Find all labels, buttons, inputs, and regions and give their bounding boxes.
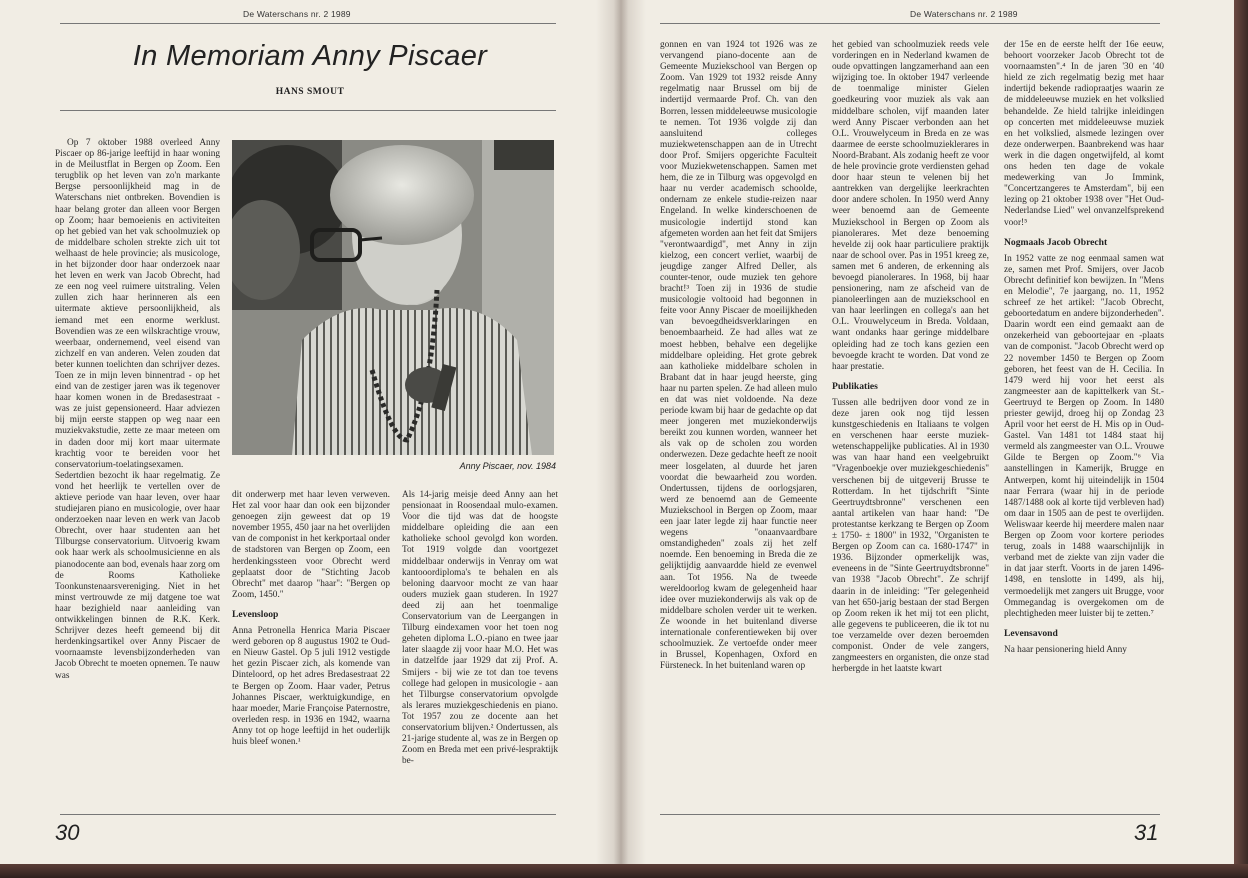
article-author: HANS SMOUT [275,87,345,97]
text-column-2 [232,490,390,810]
paragraph: der 15e en de eerste helft der 16e eeuw, behoort voorzeker Jacob Obrecht tot de voornaamsten".⁴ In de jaren '30 en '40 hield ze zich regelmatig bezig met haar indertijd bekende radiopraatjes waarin ze de middeleeuwse muziek en het volkslied behandelde. Ze hield talrijke inleidingen op concerten met middeleeuwse muziek en het volkslied, alsmede lezingen over deze onderwerpen. Baanbrekend was haar werk in die dagen ongetwijfeld, al komt ons heden ten dage de vokale medewerking van Jo Immink, "Concertzangeres te Amsterdam", bij een lezing op 21 oktober 1938 over "Het Oud-Nederlandse Lied" wel onvanzelfsprekend voor!⁵ [1004,40,1164,228]
paragraph: dit onderwerp met haar leven verweven. Het zal voor haar dan ook een bijzonder genoegen zijn geweest dat op 19 november 1955, 450 jaar na het overlijden van de componist in het kerkportaal onder de stadstoren van Bergen op Zoom, een herdenkingssteen voor Obrecht werd geplaatst door de "Stichting Jacob Obrecht" met daarop "haar": "Bergen op Zoom, 1450." [232,490,390,600]
section-heading: Levensloop [232,608,279,620]
section-heading: Publikaties [832,380,878,392]
text-column-6 [1004,40,1164,810]
section-heading: Levensavond [1004,627,1058,639]
paragraph: Na haar pensionering hield Anny [1004,644,1127,655]
footer-rule [60,814,556,815]
paragraph: Op 7 oktober 1988 overleed Anny Piscaer op 86-jarige leeftijd in haar woning in de Meilustflat in Bergen op Zoom. Een terugblik op het leven van zo'n markante Bergse persoonlijkheid mag in de Waterschans niet ontbreken. Bovendien is haar belang groter dan alleen voor Bergen op Zoom; haar bemoeienis en activiteiten op het gebied van het vak schoolmuziek op de middelbare scholen strekte zich uit tot welhaast de hele provincie; als musicologe, in het bijzonder door haar onderzoek naar het leven en werk van Jacob Obrecht, had ze een nog veel ruimere uitstraling. Velen zullen zich haar herinneren als een uitermate aktieve persoonlijkheid, als iemand met een enorme werklust. Bovendien was ze een wilskrachtige vrouw, weerbaar, ondernemend, veel eisend van zichzelf en van anderen. Velen zouden dat beter kunnen toelichten dan schrijver dezes. Toen ze in mijn leven binnentrad - op het eind van de zestiger jaren was ik tegenover haar komen wonen in de Bredasestraat - was ze juist gepensioneerd. Haar adviezen bij mijn eerste stappen op weg naar een muziekvakstudie, zette ze maar meteen om in daden door mij kort maar uitermate krachtig voor te bereiden voor het conservatorium-toelatingsexamen. Sedertdien bezocht ik haar regelmatig. Ze vond het heerlijk te vertellen over de aktieve periode van haar leven, over haar studiejaren piano en musicologie, over haar onderzoeken naar leven en werk van Jacob Obrecht, over haar studenten aan het Tilburgse conservatorium. Uitvoerig kwam ook haar werk als schoolmusicienne en als pianodocente aan bod, evenals haar zorg om de Rooms Katholieke Toonkunstenaarsvereniging. Niet in het minst vertrouwde ze mij datgene toe wat haar bezighield naar aanleiding van ontwikkelingen binnen de R.K. Kerk. Schrijver dezes heeft gemeend bij dit herdenkingsartikel over Anny Piscaer de voornaamste levensbijzonderheden van Jacob Obrecht te moeten opnemen. Te nauw was [55,138,220,681]
paragraph: gonnen en van 1924 tot 1926 was ze vervangend piano-docente aan de Gemeente Muziekschool van Bergen op Zoom. Van 1929 tot 1932 reisde Anny regelmatig naar Brussel om bij de indertijd vermaarde Prof. Ch. van den Borren, lessen middeleeuwse musicologie te nemen. Tot 1936 volgde zij dan aansluitend colleges muziekwetenschappen aan de in Utrecht door Prof. Smijers opgerichte Faculteit voor Muziekwetenschappen. Samen met hem, die ze in Tilburg was opgevolgd en haar nu verder academisch schoolde, ondernam ze enkele studie-reizen naar Engeland. In welke kinderschoenen de musicologie indertijd stond kan afgemeten worden aan het feit dat Smijers "verontwaardigd", met Anny in zijn kielzog, een concert verliet, waarbij de jeugdige zanger Alfred Deller, als counter-tenor, oude muziek ten gehore bracht!³ Toen zij in 1936 de studie musicologie voltooid had begonnen in feite voor Anny Piscaer de moeilijkheden van bevoegdheidsverklaringen en benoembaarheid. Ze had alles wat ze moest hebben, behalve een degelijke middelbare opleiding. Het grote gebrek aan katholieke middelbare scholen in Brabant dat in haar jeugd heerste, ging haar nu parten spelen. Ze had alleen mulo en dat was niet voldoende. Na deze periode kwam bij haar de gedachte op dat meer jongeren met muziekonderwijs bereikt zou kunnen worden, wanneer het als vak op de scholen zou worden onderwezen. Deze gedachte heeft ze nooit meer losgelaten, al duurde het jaren voordat die bewaarheid zou worden. Ondertussen, tijdens de oorlogsjaren, werd ze benoemd aan de Gemeente Muziekschool in Bergen op Zoom, maar een jaar later legde zij haar functie neer wegens "onaanvaardbare omstandigheden" zoals zij het zelf noemde. Een benoeming in Breda die ze gelijktijdig aanvaardde hield ze evenwel aan. Tot 1956. Na de tweede wereldoorlog kwam de gelegenheid haar idee over muziekonderwijs als vak op de middelbare scholen verder uit te werken. Ze woonde in het buitenland diverse internationale conferentieweken bij over schoolmuziek. Ze vertoefde onder meer in Brussel, Kopenhagen, Oxford en Fürsteneck. In het buitenland waren op [660,40,817,672]
footer-rule [660,814,1160,815]
book-gutter [596,0,646,864]
text-column-1 [55,138,220,813]
paragraph: Tussen alle bedrijven door vond ze in deze jaren ook nog tijd lessen kunstgeschiedenis en Italiaans te volgen en verschenen haar eerste muziek-wetenschappelijke publicaties. Al in 1930 was van haar hand een veelgebruikt "Vragenboekje over muziekgeschiedenis" verschenen bij de uitgeverij Brusse te Rotterdam. In het tijdschrift "Sinte Geertruydtsbronne" verschenen een aantal artikelen van haar hand: "De protestantse kerkzang te Bergen op Zoom ± 1750- ± 1800" in 1932, "Organisten te Bergen op Zoom can ca. 1680-1747" in 1936. Bijzonder opmerkelijk was, eveneens in de "Sinte Geertruydtsbronne" van 1938 "Jacob Obrecht". Ze schrijf daarin in de inleiding: "Ter gelegenheid van het 650-jarig bestaan der stad Bergen op Zoom reken ik het mij tot een plicht, alle gegevens te publiceeren, die ik tot nu toe verzamelde over dezen beroemden componist. Onder de vele zangers, zangmeesters en organisten, die onze stad herbergde in het laatste kwart [832,397,989,675]
paragraph: In 1952 vatte ze nog eenmaal samen wat ze, samen met Prof. Smijers, over Jacob Obrecht definitief kon bewijzen. In "Mens en Melodie", 7e jaargang, no. 11, 1952 schreef ze het artikel: "Jacob Obrecht, geboortedatum en andere bijzonderheden". Daarin wordt een eind gemaakt aan de onzekerheid van geboortejaar en -plaats van de componist. "Jacob Obrecht werd op 22 november 1450 te Bergen op Zoom geboren, het feest van de H. Cecilia. In 1479 werd hij voor het eerst als zangmeester aan de kapittelkerk van St.-Geertruyd te Bergen op Zoom. In 1480 priester gewijd, droeg hij op Zondag 23 April voor het eerst de H. Mis op in Oud-Gastel. Van 1481 tot 1484 staat hij vermeld als zangmeester van O.L. Vrouwe Gilde te Bergen op Zoom."⁶ Via aanstellingen in Kamerijk, Brugge en Antwerpen, komt hij uiteindelijk in 1504 naar Ferrara (waar hij in de periode 1487/1488 ook al korte tijd verbleven had) om daar in 1505 aan de pest te overlijden. Weliswaar keerde hij meerdere malen naar Bergen op Zoom voor kortere periodes terug, zoals in 1488 waarschijnlijk in verband met de ziekte van zijn vader die in dat jaar sterft. Voorts in de jaren 1496-1498, en tenslotte in 1499, als hij, vermoedelijk met zangers uit Brugge, voor Ommegandag is overgekomen om de plechtigheden meer luister bij te zetten.⁷ [1004,253,1164,619]
book-cover-edge [1234,0,1248,878]
photo-caption: Anny Piscaer, nov. 1984 [459,461,556,471]
portrait-image [232,140,554,455]
title-rule [60,110,556,111]
page-number: 30 [55,820,80,845]
portrait-photo [232,140,554,455]
paragraph: het gebied van schoolmuziek reeds vele vorderingen en in Nederland kwamen de oude opvattingen langzamerhand aan een wijziging toe. In oktober 1947 verleende de toenmalige minister Gielen goedkeuring voor muziek als vak aan middelbare scholen, vijf maanden later werd Anny Piscaer verbonden aan het O.L. Vrouwelyceum in Breda en ze was daarmee de eerste schoolmuzieklerares in Noord-Brabant. Als zodanig heeft ze voor de hele provincie grote verdiensten gehad door haar steun te velenen bij het aantrekken van dergelijke leerkrachten door andere scholen. In 1950 werd Anny weer benoemd aan de Gemeente Muziekschool in Bergen op Zoom als pianolerares. Met deze benoeming hevelde zij ook haar particuliere praktijk naar de school over. Pas in 1951 kreeg ze, samen met 6 anderen, de erkenning als bevoegd pianolerares. In 1968, bij haar pensionering, nam ze afscheid van de pianoleerlingen aan de muziekschool en van haar leerlingen en collega's aan het O.L. Vrouwelyceum in Breda. Voldaan, want ondanks haar geringe middelbare opleiding had ze toch kans gezien een bevoegde kracht te worden. Dat vond ze haar prestatie. [832,40,989,372]
running-head: De Waterschans nr. 2 1989 [243,9,351,19]
left-page [0,0,600,864]
paragraph: Anna Petronella Henrica Maria Piscaer werd geboren op 8 augustus 1902 te Oud- en Nieuw Gastel. Op 5 juli 1912 vestigde het gezin Piscaer zich, als komende van Dinteloord, op het adres Bredasestraat 22 te Bergen op Zoom. Haar vader, Petrus Johannes Piscaer, werktuigkundige, en haar moeder, Marie Françoise Paternostre, overleden resp. in 1936 en 1942, waarna Anny tot op hoge leeftijd in het ouderlijk huis bleef wonen.¹ [232,626,390,747]
text-column-5 [832,40,989,810]
header-rule [660,23,1160,24]
paragraph: Als 14-jarig meisje deed Anny aan het pensionaat in Roosendaal mulo-examen. Voor die tijd was dat de hoogste middelbare opleiding die aan een katholieke school gevolgd kon worden. Tot 1919 volgde dan voortgezet middelbaar onderwijs in Venray om wat kantooordiploma's te behalen en als beloning daarvoor mocht ze van haar ouders muziek gaan studeren. In 1927 deed zij aan het toenmalige Conservatorium van de Leergangen in Tilburg eindexamen voor het toen nog geheten diploma L.O.-piano en twee jaar later slaagde zij voor haar M.O. Het was in datzelfde jaar 1929 dat zij Prof. A. Smijers - bij wie ze tot dan toe tevens college had gelopen in musicologie - aan het Tilburgse conservatorium opvolgde als lerares muziekgeschiedenis en piano. Tot 1957 zou ze docente aan het conservatorium blijven.² Ondertussen, als 21-jarige studente al, was ze in Bergen op Zoom en Breda met een privé-lespraktijk be- [402,490,558,767]
article-title: In Memoriam Anny Piscaer [132,40,488,72]
text-column-3 [402,490,558,810]
book-cover-bottom [0,864,1248,878]
section-heading: Nogmaals Jacob Obrecht [1004,236,1108,248]
running-head: De Waterschans nr. 2 1989 [910,9,1018,19]
text-column-4 [660,40,817,810]
right-page [640,0,1234,864]
page-number: 31 [1134,820,1159,845]
header-rule [60,23,556,24]
